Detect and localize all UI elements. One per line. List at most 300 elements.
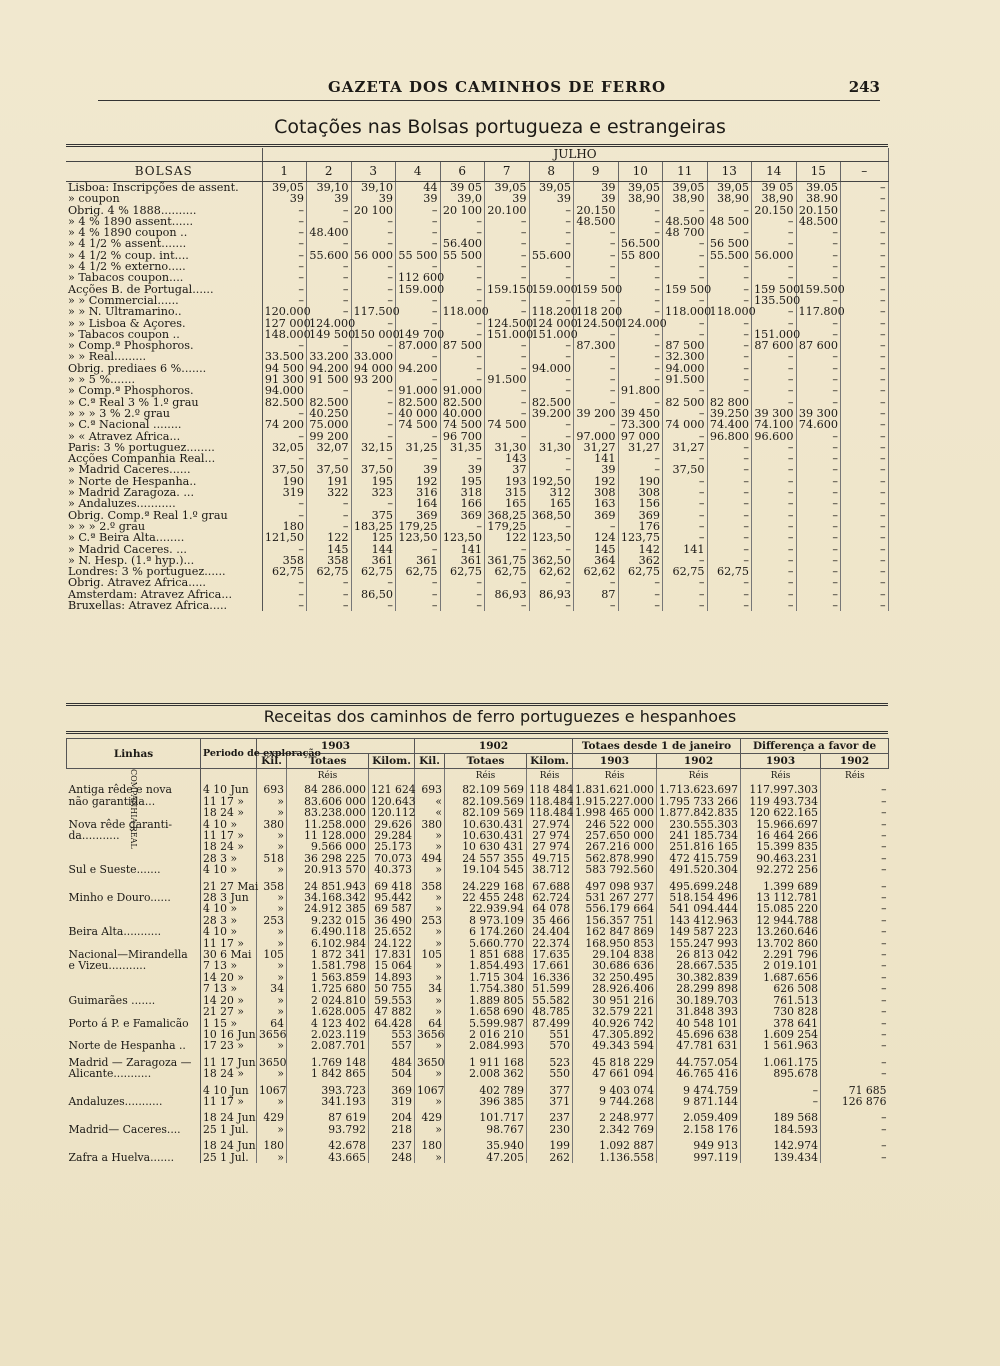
quote-cell: – bbox=[663, 589, 708, 600]
quote-cell: – bbox=[485, 408, 530, 419]
quote-cell: – bbox=[262, 453, 307, 464]
quote-cell: – bbox=[841, 340, 889, 351]
quote-cell: 39,10 bbox=[351, 182, 396, 194]
desde-1903-cell: 1.998 465 000 bbox=[573, 807, 657, 818]
quote-cell: 127 000 bbox=[262, 318, 307, 329]
quote-cell: 93 200 bbox=[351, 374, 396, 385]
quote-cell: – bbox=[574, 363, 619, 374]
quote-cell: – bbox=[307, 295, 352, 306]
quote-cell: – bbox=[262, 261, 307, 272]
diff-1902-cell: – bbox=[881, 817, 887, 831]
totaes-1902-cell: 1 911 168 bbox=[445, 1057, 527, 1068]
quote-cell: 369 bbox=[618, 510, 663, 521]
quote-cell: 37,50 bbox=[351, 464, 396, 475]
kilom-1902-cell: 551 bbox=[527, 1029, 573, 1040]
quote-cell: 364 bbox=[574, 555, 619, 566]
quote-cell: – bbox=[529, 340, 574, 351]
desde-1903-cell: 1.136.558 bbox=[573, 1152, 657, 1163]
kilom-1902-cell: 49.715 bbox=[527, 853, 573, 864]
quote-cell: 94 500 bbox=[262, 363, 307, 374]
period-cell: 18 24 » bbox=[201, 841, 257, 852]
quote-cell: 166 bbox=[440, 498, 485, 509]
period-cell: 18 24 Jun bbox=[201, 1112, 257, 1123]
quote-cell: 39 bbox=[440, 464, 485, 475]
kilom-1903-cell: 25.173 bbox=[369, 841, 415, 852]
quote-cell: – bbox=[396, 374, 441, 385]
kilom-1903-cell: 15 064 bbox=[369, 960, 415, 971]
quote-cell: 91.800 bbox=[618, 385, 663, 396]
kilom-1903-cell: 120.112 bbox=[369, 807, 415, 818]
quote-cell: 318 bbox=[440, 487, 485, 498]
quote-cell: 123,50 bbox=[529, 532, 574, 543]
quote-cell: 124.500 bbox=[485, 318, 530, 329]
kil-1903-cell: » bbox=[257, 807, 287, 818]
quote-cell: – bbox=[485, 544, 530, 555]
diff-1903-cell: 1 561.963 bbox=[741, 1040, 821, 1051]
totaes-1902-cell: 35.940 bbox=[445, 1140, 527, 1151]
quote-cell: – bbox=[262, 431, 307, 442]
diff-1903-cell: 13.702 860 bbox=[741, 938, 821, 949]
quote-cell: 369 bbox=[574, 510, 619, 521]
totaes-1902-cell: 19.104 545 bbox=[445, 864, 527, 875]
kilom-1902-cell: 38.712 bbox=[527, 864, 573, 875]
quote-cell: – bbox=[796, 227, 841, 238]
kil-1903-cell: » bbox=[257, 995, 287, 1006]
diff-1902-cell: – bbox=[881, 1122, 887, 1136]
totaes-1903-cell: 2 024.810 bbox=[287, 995, 369, 1006]
desde-1902-cell: 949 913 bbox=[657, 1140, 741, 1151]
quote-cell: – bbox=[440, 272, 485, 283]
table-row bbox=[67, 1140, 889, 1151]
kilom-1903-cell: 69 587 bbox=[369, 903, 415, 914]
quote-cell: – bbox=[574, 419, 619, 430]
quote-cell: – bbox=[396, 227, 441, 238]
quote-cell: – bbox=[529, 261, 574, 272]
quote-cell: – bbox=[307, 510, 352, 521]
desde-1902-cell: 1.877.842.835 bbox=[657, 807, 741, 818]
unit-label: Réis bbox=[527, 769, 573, 785]
quote-cell: – bbox=[262, 205, 307, 216]
table-row bbox=[67, 1006, 889, 1017]
period-cell: 11 17 » bbox=[201, 938, 257, 949]
row-label: » 4 % 1890 assent...... bbox=[66, 216, 262, 227]
quote-cell: – bbox=[796, 261, 841, 272]
quote-cell: 319 bbox=[262, 487, 307, 498]
quote-cell: 118.000 bbox=[663, 306, 708, 317]
quote-cell: 179,25 bbox=[396, 521, 441, 532]
quote-cell: 361 bbox=[351, 555, 396, 566]
quote-cell: – bbox=[529, 385, 574, 396]
row-label: » C.ª Real 3 % 1.º grau bbox=[66, 397, 262, 408]
kil-1902-cell: » bbox=[415, 926, 445, 937]
quote-cell: – bbox=[841, 295, 889, 306]
quote-cell: 39,10 bbox=[307, 182, 352, 194]
table-row bbox=[67, 1152, 889, 1163]
quote-cell: – bbox=[841, 566, 889, 577]
quote-cell: 38,90 bbox=[752, 193, 797, 204]
kilom-1903-cell: 120.643 bbox=[369, 796, 415, 807]
quote-cell: 48 500 bbox=[707, 216, 752, 227]
unit-label: Réis bbox=[657, 769, 741, 785]
quote-cell: – bbox=[796, 238, 841, 249]
quote-cell: – bbox=[752, 306, 797, 317]
quote-cell: – bbox=[485, 363, 530, 374]
table-row bbox=[66, 600, 888, 611]
quote-cell: – bbox=[574, 600, 619, 611]
totaes-1902-cell: 2 016 210 bbox=[445, 1029, 527, 1040]
desde-1903-cell: 583 792.560 bbox=[573, 864, 657, 875]
quote-cell: – bbox=[529, 351, 574, 362]
quote-cell: 62,75 bbox=[351, 566, 396, 577]
diff-1903-cell: 895.678 bbox=[741, 1068, 821, 1079]
table-row bbox=[66, 419, 888, 430]
quote-cell: 96 700 bbox=[440, 431, 485, 442]
linha-label: Porto á P. e Famalicão bbox=[67, 1018, 201, 1029]
periodo-header: Periodo de exploração bbox=[201, 739, 257, 769]
quote-cell: 87 bbox=[574, 589, 619, 600]
quote-cell: 151.000 bbox=[752, 329, 797, 340]
quote-cell: 37,50 bbox=[663, 464, 708, 475]
quote-cell: 91.000 bbox=[440, 385, 485, 396]
quote-cell: 39,05 bbox=[485, 182, 530, 194]
quote-cell: – bbox=[351, 431, 396, 442]
differenca-header: Differença a favor de bbox=[741, 739, 889, 754]
quote-cell: 39,05 bbox=[529, 182, 574, 194]
quote-cell: – bbox=[351, 227, 396, 238]
row-label: » » N. Ultramarino.. bbox=[66, 306, 262, 317]
quote-cell: – bbox=[841, 306, 889, 317]
quote-cell: 91.500 bbox=[485, 374, 530, 385]
receitas-title: Receitas dos caminhos de ferro portuguezes e hespanhoes bbox=[263, 707, 737, 726]
quote-cell: 39 bbox=[262, 193, 307, 204]
kil-1902-cell: 64 bbox=[415, 1018, 445, 1029]
quote-cell: 361 bbox=[396, 555, 441, 566]
quote-cell: – bbox=[796, 385, 841, 396]
row-label: Paris: 3 % portuguez........ bbox=[66, 442, 262, 453]
table-row bbox=[67, 807, 889, 818]
diff-1902-cell: – bbox=[881, 1016, 887, 1030]
quote-cell: – bbox=[796, 532, 841, 543]
quote-cell: 62,62 bbox=[574, 566, 619, 577]
quote-cell: 123,75 bbox=[618, 532, 663, 543]
kil-1902-cell: » bbox=[415, 1068, 445, 1079]
quote-cell: – bbox=[663, 476, 708, 487]
quote-cell: 62,75 bbox=[262, 566, 307, 577]
quote-cell: – bbox=[752, 544, 797, 555]
quote-cell: 150 000 bbox=[351, 329, 396, 340]
kil-1903-cell: » bbox=[257, 1040, 287, 1051]
quote-cell: 86,50 bbox=[351, 589, 396, 600]
bolsas-column-label: BOLSAS bbox=[66, 162, 262, 182]
quote-cell: – bbox=[752, 374, 797, 385]
quote-cell: – bbox=[752, 397, 797, 408]
quote-cell: – bbox=[707, 329, 752, 340]
quote-cell: – bbox=[841, 329, 889, 340]
quote-cell: 322 bbox=[307, 487, 352, 498]
kil-1902-cell: » bbox=[415, 995, 445, 1006]
table-row bbox=[66, 272, 888, 283]
quote-cell: 87.000 bbox=[396, 340, 441, 351]
quote-cell: 192 bbox=[396, 476, 441, 487]
quote-cell: – bbox=[485, 340, 530, 351]
desde-1902-cell: 541 094.444 bbox=[657, 903, 741, 914]
quote-cell: – bbox=[752, 510, 797, 521]
totaes-1903-cell: 11.258.000 bbox=[287, 819, 369, 830]
quote-cell: – bbox=[796, 397, 841, 408]
quote-cell: – bbox=[841, 577, 889, 588]
quote-cell: 20.150 bbox=[752, 205, 797, 216]
quote-cell: – bbox=[707, 600, 752, 611]
quote-cell: – bbox=[618, 261, 663, 272]
quote-cell: – bbox=[574, 238, 619, 249]
quote-cell: – bbox=[707, 363, 752, 374]
quote-cell: 316 bbox=[396, 487, 441, 498]
desde-1902-cell: 495.699.248 bbox=[657, 881, 741, 892]
quote-cell: – bbox=[796, 329, 841, 340]
row-label: » 4 1/2 % externo..... bbox=[66, 261, 262, 272]
quote-cell: 39 05 bbox=[440, 182, 485, 194]
quote-cell: 62,62 bbox=[529, 566, 574, 577]
kilom-1903-cell: 95.442 bbox=[369, 892, 415, 903]
quote-cell: – bbox=[663, 205, 708, 216]
period-cell: 11 17 » bbox=[201, 1096, 257, 1107]
quote-cell: 94.200 bbox=[307, 363, 352, 374]
desde-1902-cell: 9 871.144 bbox=[657, 1096, 741, 1107]
quote-cell: 149 700 bbox=[396, 329, 441, 340]
quote-cell: – bbox=[841, 589, 889, 600]
totaes-1903-cell: 341.193 bbox=[287, 1096, 369, 1107]
diff-1903-cell: – bbox=[741, 1096, 821, 1107]
quote-cell: – bbox=[440, 261, 485, 272]
quote-cell: – bbox=[396, 544, 441, 555]
unit-label: Réis bbox=[741, 769, 821, 785]
quote-cell: 124.000 bbox=[618, 318, 663, 329]
quote-cell: 358 bbox=[262, 555, 307, 566]
quote-cell: 96.600 bbox=[752, 431, 797, 442]
quote-cell: – bbox=[307, 498, 352, 509]
quote-cell: – bbox=[663, 408, 708, 419]
kil-1902-header: Kil. bbox=[415, 754, 445, 769]
quote-cell: – bbox=[663, 431, 708, 442]
quote-cell: – bbox=[485, 600, 530, 611]
totaes-1902-cell: 82.109 569 bbox=[445, 807, 527, 818]
quote-cell: 39,0 bbox=[440, 193, 485, 204]
quote-cell: – bbox=[752, 442, 797, 453]
quote-cell: – bbox=[752, 487, 797, 498]
quote-cell: 159.000 bbox=[396, 284, 441, 295]
kilom-1902-cell: 51.599 bbox=[527, 983, 573, 994]
linha-label: Madrid — Zaragoza — bbox=[67, 1057, 201, 1068]
diff-1902-cell: – bbox=[881, 925, 887, 939]
kil-1902-cell: » bbox=[415, 892, 445, 903]
table-row bbox=[67, 1124, 889, 1135]
quote-cell: – bbox=[574, 329, 619, 340]
totaes-1902-cell: 10.630.431 bbox=[445, 830, 527, 841]
kil-1903-cell: » bbox=[257, 892, 287, 903]
quote-cell: 62,75 bbox=[707, 566, 752, 577]
quote-cell: – bbox=[396, 295, 441, 306]
kilom-1902-cell: 27 974 bbox=[527, 830, 573, 841]
quote-cell: – bbox=[262, 272, 307, 283]
quote-cell: 39,05 bbox=[262, 182, 307, 194]
period-cell: 11 17 » bbox=[201, 830, 257, 841]
kilom-1902-cell: 27 974 bbox=[527, 841, 573, 852]
totaes-1902-cell: 1.754.380 bbox=[445, 983, 527, 994]
desde-1903-cell: 45 818 229 bbox=[573, 1057, 657, 1068]
day-header: 9 bbox=[574, 162, 619, 182]
quote-cell: – bbox=[663, 453, 708, 464]
period-cell: 4 10 » bbox=[201, 864, 257, 875]
row-label: » « Atravez Africa... bbox=[66, 431, 262, 442]
quote-cell: 195 bbox=[440, 476, 485, 487]
quote-cell: 39 bbox=[396, 464, 441, 475]
desde-1903-cell: 1.831.621.000 bbox=[573, 784, 657, 795]
quote-cell: – bbox=[396, 238, 441, 249]
quote-cell: 180 bbox=[262, 521, 307, 532]
quote-cell: 56.400 bbox=[440, 238, 485, 249]
kilom-1902-cell: 48.785 bbox=[527, 1006, 573, 1017]
linha-label bbox=[67, 1006, 201, 1017]
diff-1903-cell: 1.609 254 bbox=[741, 1029, 821, 1040]
quote-cell: 82.500 bbox=[396, 397, 441, 408]
table-row bbox=[67, 1040, 889, 1051]
kilom-1903-cell: 369 bbox=[369, 1085, 415, 1096]
totaes-1903-cell: 393.723 bbox=[287, 1085, 369, 1096]
quote-cell: 82 800 bbox=[707, 397, 752, 408]
quote-cell: – bbox=[618, 272, 663, 283]
desde-1902-cell: 472 415.759 bbox=[657, 853, 741, 864]
quote-cell: – bbox=[841, 318, 889, 329]
quote-cell: – bbox=[841, 351, 889, 362]
quote-cell: 74 000 bbox=[663, 419, 708, 430]
kil-1903-cell: » bbox=[257, 1124, 287, 1135]
kilom-1903-cell: 218 bbox=[369, 1124, 415, 1135]
desde-1903-cell: 562.878.990 bbox=[573, 853, 657, 864]
quote-cell: – bbox=[841, 555, 889, 566]
quote-cell: – bbox=[351, 600, 396, 611]
quote-cell: 94 000 bbox=[351, 363, 396, 374]
kilom-1902-cell: 17.661 bbox=[527, 960, 573, 971]
quote-cell: 39 bbox=[574, 182, 619, 194]
desde-1903-cell: 40.926 742 bbox=[573, 1018, 657, 1029]
totaes-1903-cell: 11 128.000 bbox=[287, 830, 369, 841]
diff-1903-cell: 1.061.175 bbox=[741, 1057, 821, 1068]
totaes-1903-cell: 84 286.000 bbox=[287, 784, 369, 795]
kilom-1903-header: Kilom. bbox=[369, 754, 415, 769]
kilom-1902-cell: 55.582 bbox=[527, 995, 573, 1006]
quote-cell: – bbox=[796, 521, 841, 532]
kil-1903-cell: 358 bbox=[257, 881, 287, 892]
quote-cell: – bbox=[485, 216, 530, 227]
quote-cell: – bbox=[841, 464, 889, 475]
quote-cell: 159 500 bbox=[663, 284, 708, 295]
kil-1903-cell: » bbox=[257, 1096, 287, 1107]
quote-cell: – bbox=[752, 261, 797, 272]
linha-label: Alicante........... bbox=[67, 1068, 201, 1079]
diff-1902-cell: – bbox=[881, 863, 887, 877]
quote-cell: – bbox=[440, 329, 485, 340]
quote-cell: – bbox=[618, 295, 663, 306]
kilom-1903-cell: 50 755 bbox=[369, 983, 415, 994]
quote-cell: 361 bbox=[440, 555, 485, 566]
totaes-1903-cell: 1 563.859 bbox=[287, 972, 369, 983]
quote-cell: – bbox=[351, 397, 396, 408]
quote-cell: 117.500 bbox=[351, 306, 396, 317]
kil-1902-cell: » bbox=[415, 938, 445, 949]
quote-cell: 82.500 bbox=[440, 397, 485, 408]
quote-cell: – bbox=[262, 600, 307, 611]
kilom-1902-cell: 67.688 bbox=[527, 881, 573, 892]
quote-cell: 369 bbox=[440, 510, 485, 521]
quote-cell: – bbox=[752, 385, 797, 396]
quote-cell: – bbox=[707, 577, 752, 588]
quote-cell: – bbox=[752, 577, 797, 588]
quote-cell: – bbox=[663, 510, 708, 521]
quote-cell: – bbox=[307, 272, 352, 283]
kil-1903-cell: » bbox=[257, 1068, 287, 1079]
bolsas-table bbox=[66, 148, 889, 611]
quote-cell: – bbox=[663, 532, 708, 543]
quote-cell: 37,50 bbox=[262, 464, 307, 475]
quote-cell: – bbox=[796, 577, 841, 588]
kilom-1903-cell: 69 418 bbox=[369, 881, 415, 892]
quote-cell: 151.000 bbox=[529, 329, 574, 340]
row-label: » C.ª Nacional ........ bbox=[66, 419, 262, 430]
quote-cell: 39 bbox=[529, 193, 574, 204]
kilom-1903-cell: 484 bbox=[369, 1057, 415, 1068]
quote-cell: – bbox=[752, 532, 797, 543]
quote-cell: 121,50 bbox=[262, 532, 307, 543]
desde-1903-cell: 28.926.406 bbox=[573, 983, 657, 994]
desde-1903-cell: 1.915.227.000 bbox=[573, 796, 657, 807]
quote-cell: – bbox=[262, 577, 307, 588]
desde-1902-cell: 30.382.839 bbox=[657, 972, 741, 983]
quote-cell: – bbox=[485, 351, 530, 362]
quote-cell: 39 300 bbox=[796, 408, 841, 419]
quote-cell: 38,90 bbox=[663, 193, 708, 204]
month-header: JULHO bbox=[262, 148, 888, 162]
desde-1903-cell: 32.579 221 bbox=[573, 1006, 657, 1017]
table-row bbox=[66, 532, 888, 543]
linha-label: Nova rêde garanti- bbox=[67, 819, 201, 830]
totaes-1903-cell: 2.023.119 bbox=[287, 1029, 369, 1040]
desde-1903-cell: 556.179 664 bbox=[573, 903, 657, 914]
quote-cell: 55 500 bbox=[440, 250, 485, 261]
quote-cell: – bbox=[485, 385, 530, 396]
row-label: » Andaluzes........... bbox=[66, 498, 262, 509]
kil-1903-header: Kil. bbox=[257, 754, 287, 769]
quote-cell: 117.800 bbox=[796, 306, 841, 317]
totaes-1903-cell: 24.912 385 bbox=[287, 903, 369, 914]
quote-cell: – bbox=[841, 453, 889, 464]
quote-cell: – bbox=[752, 464, 797, 475]
quote-cell: – bbox=[307, 216, 352, 227]
desde-1902-cell: 1.795 733 266 bbox=[657, 796, 741, 807]
quote-cell: 39,05 bbox=[618, 182, 663, 194]
quote-cell: 192,50 bbox=[529, 476, 574, 487]
diff-1903-cell: 1.399 689 bbox=[741, 881, 821, 892]
totaes-1903-cell: 1.725 680 bbox=[287, 983, 369, 994]
quote-cell: – bbox=[440, 374, 485, 385]
unit-label: Réis bbox=[287, 769, 369, 785]
quote-cell: 362 bbox=[618, 555, 663, 566]
quote-cell: – bbox=[796, 566, 841, 577]
quote-cell: – bbox=[262, 238, 307, 249]
quote-cell: – bbox=[307, 577, 352, 588]
quote-cell: – bbox=[796, 250, 841, 261]
quote-cell: – bbox=[262, 408, 307, 419]
quote-cell: 62,75 bbox=[307, 566, 352, 577]
